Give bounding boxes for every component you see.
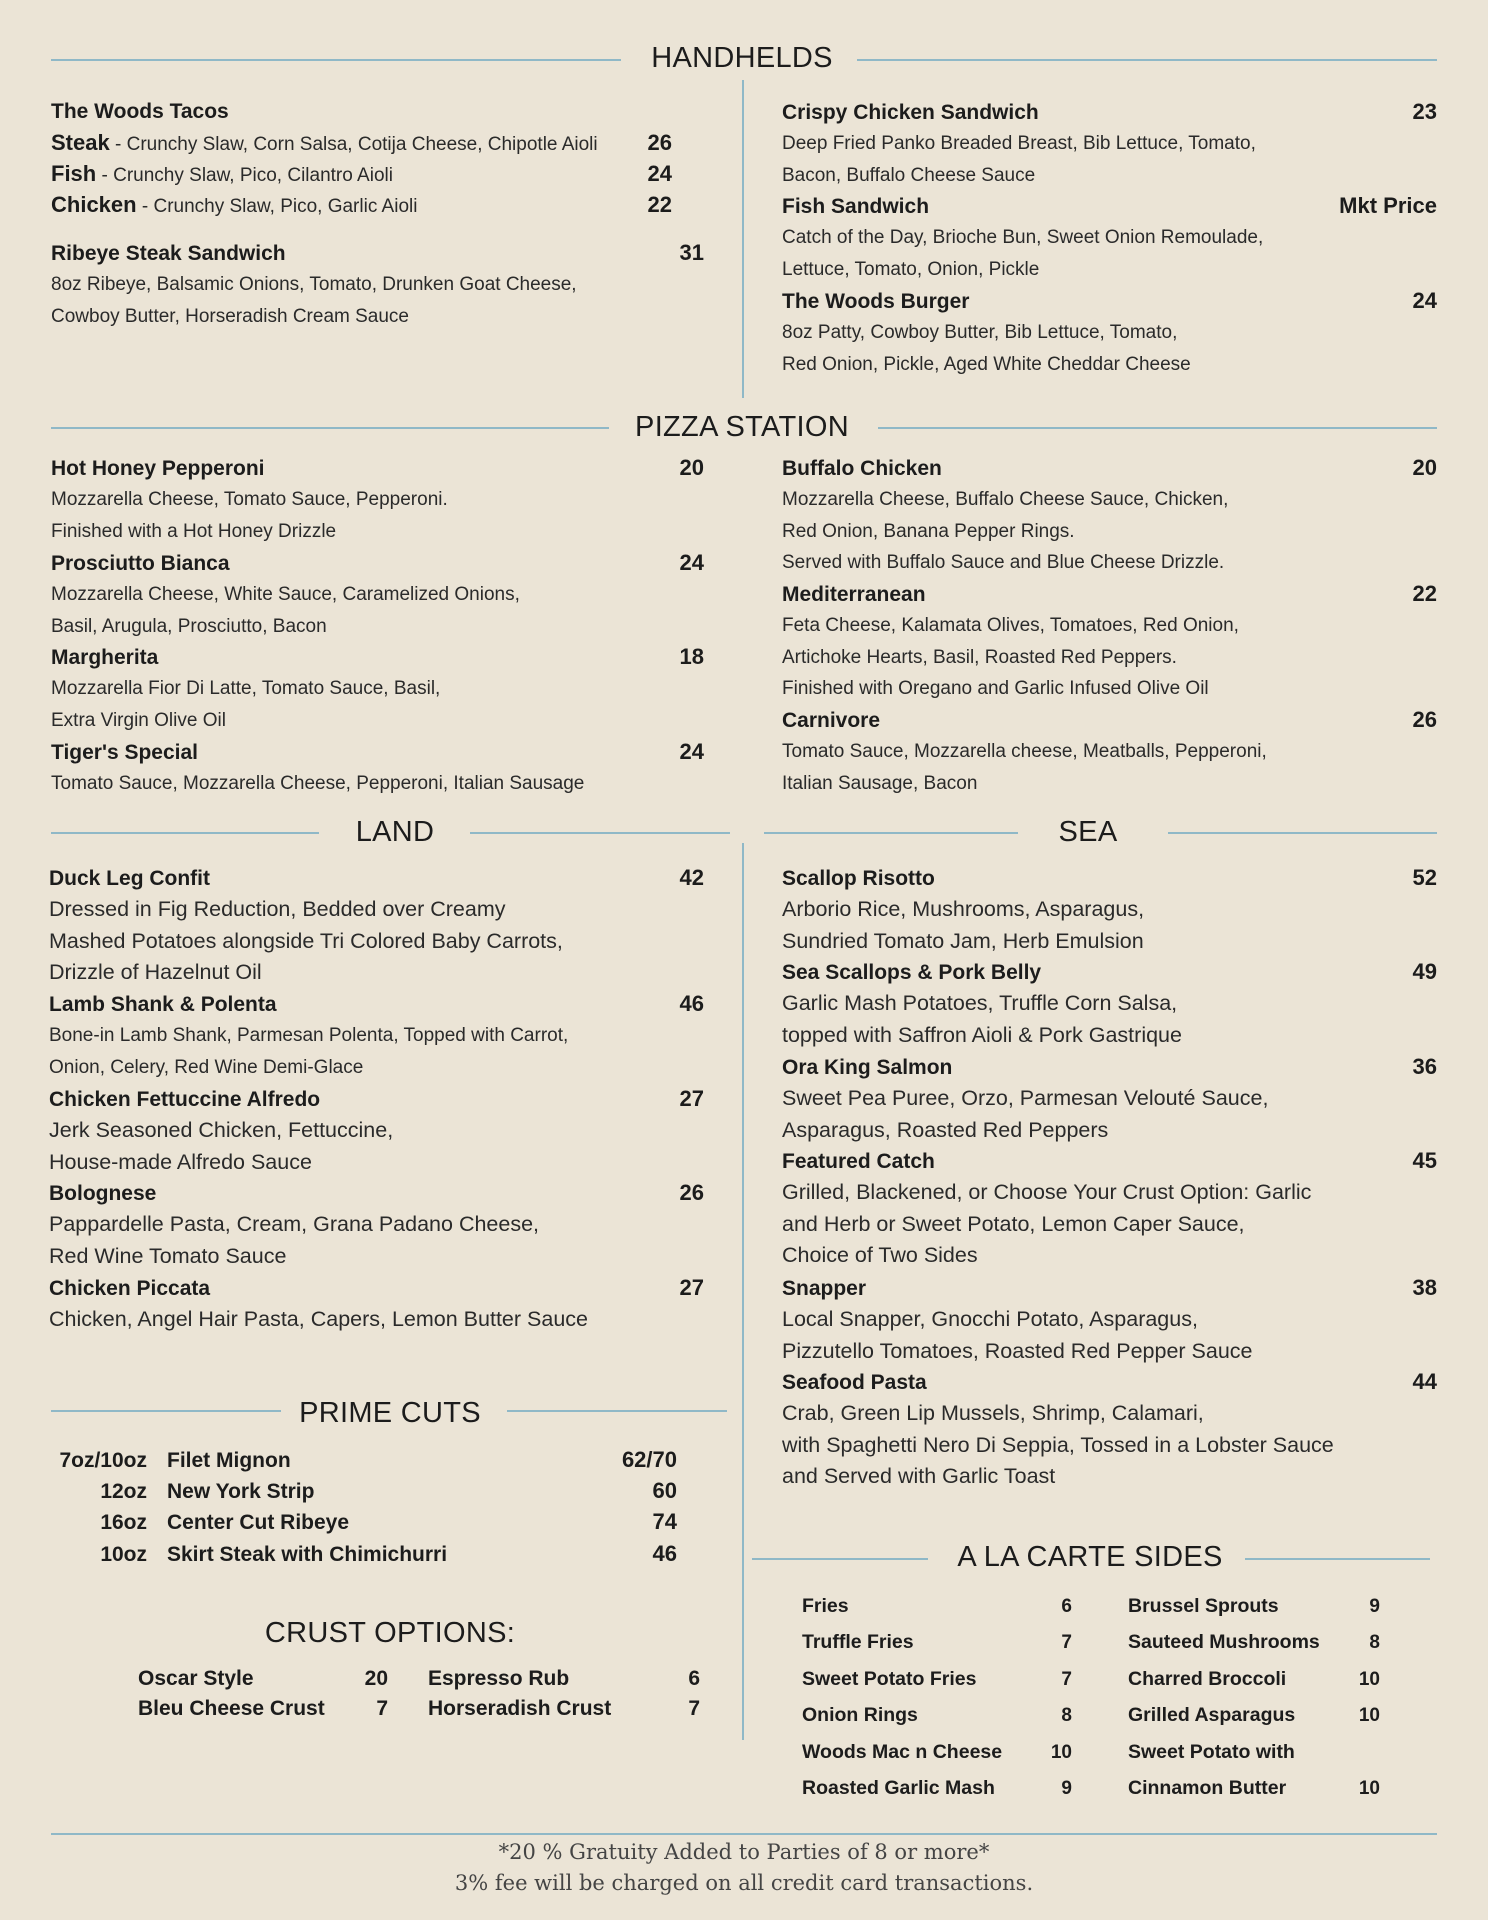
side-price: 8 bbox=[1061, 1705, 1072, 1726]
side-price: 9 bbox=[1369, 1596, 1380, 1617]
side-price: 7 bbox=[1061, 1632, 1072, 1653]
menu-item bbox=[51, 736, 704, 800]
item-price: 46 bbox=[679, 991, 704, 1016]
section-title-sides: A LA CARTE SIDES bbox=[957, 1541, 1223, 1573]
section-title-prime-cuts: PRIME CUTS bbox=[299, 1397, 481, 1429]
side-name: Roasted Garlic Mash bbox=[802, 1777, 995, 1799]
item-desc: Extra Virgin Olive Oil bbox=[51, 709, 226, 731]
item-name: Sea Scallops & Pork Belly bbox=[782, 961, 1042, 984]
item-price: 20 bbox=[679, 455, 704, 480]
rule-handhelds-right bbox=[857, 59, 1437, 61]
item-name: Margherita bbox=[51, 646, 159, 669]
taco-name: Steak bbox=[51, 130, 110, 155]
side-name: Fries bbox=[802, 1595, 849, 1617]
item-price: 31 bbox=[679, 240, 704, 265]
item-desc: Red Wine Tomato Sauce bbox=[49, 1243, 287, 1268]
side-name: Onion Rings bbox=[802, 1704, 918, 1726]
item-desc: topped with Saffron Aioli & Pork Gastrique bbox=[782, 1022, 1182, 1047]
side-name: Sweet Potato Fries bbox=[802, 1668, 977, 1690]
item-desc: Dressed in Fig Reduction, Bedded over Creamy bbox=[49, 897, 506, 921]
cut-price: 74 bbox=[652, 1509, 677, 1534]
item-desc: Sundried Tomato Jam, Herb Emulsion bbox=[782, 928, 1144, 953]
side-item bbox=[1128, 1595, 1380, 1631]
menu-item bbox=[49, 1272, 704, 1336]
menu-item bbox=[49, 862, 704, 989]
side-item bbox=[802, 1631, 1072, 1667]
side-price: 10 bbox=[1358, 1669, 1380, 1690]
rule-sea-right bbox=[1168, 832, 1437, 834]
side-item bbox=[1128, 1741, 1380, 1777]
rule-land-right bbox=[470, 832, 730, 834]
item-desc: Cowboy Butter, Horseradish Cream Sauce bbox=[51, 305, 409, 327]
item-name: Buffalo Chicken bbox=[782, 457, 942, 480]
section-title-land: LAND bbox=[355, 816, 435, 848]
side-item bbox=[802, 1704, 1072, 1740]
menu-item bbox=[782, 1145, 1437, 1272]
side-price: 8 bbox=[1369, 1632, 1380, 1653]
side-price: 9 bbox=[1061, 1778, 1072, 1799]
section-title-sea: SEA bbox=[1058, 816, 1118, 848]
side-name: Cinnamon Butter bbox=[1128, 1777, 1287, 1799]
side-item bbox=[802, 1777, 1072, 1813]
menu-item bbox=[51, 547, 704, 642]
item-price: 27 bbox=[679, 1086, 704, 1111]
crust-option bbox=[138, 1667, 388, 1697]
item-desc: Italian Sausage, Bacon bbox=[782, 772, 978, 794]
side-name: Truffle Fries bbox=[802, 1631, 914, 1653]
item-desc: Served with Buffalo Sauce and Blue Cheese Drizzle. bbox=[782, 552, 1225, 573]
rule-land-left bbox=[51, 832, 319, 834]
side-name: Sauteed Mushrooms bbox=[1128, 1631, 1320, 1653]
item-name: Prosciutto Bianca bbox=[51, 552, 230, 575]
side-price: 7 bbox=[1061, 1669, 1072, 1690]
menu-item bbox=[49, 988, 704, 1083]
cut-weight: 16oz bbox=[100, 1511, 147, 1534]
item-desc: Pappardelle Pasta, Cream, Grana Padano Cheese, bbox=[49, 1212, 540, 1236]
item-price: 52 bbox=[1412, 865, 1437, 890]
section-title-handhelds: HANDHELDS bbox=[651, 42, 833, 74]
item-desc: Mozzarella Cheese, White Sauce, Caramelized Onions, bbox=[51, 584, 520, 605]
rule-prime-left bbox=[51, 1410, 281, 1412]
item-desc: Grilled, Blackened, or Choose Your Crust Option: Garlic bbox=[782, 1180, 1312, 1204]
item-price: 22 bbox=[1412, 581, 1437, 606]
item-name: Snapper bbox=[782, 1277, 867, 1300]
taco-block bbox=[51, 96, 672, 220]
crust-option bbox=[428, 1697, 700, 1727]
menu-item bbox=[782, 285, 1437, 380]
side-item bbox=[1128, 1631, 1380, 1667]
crust-option bbox=[138, 1697, 388, 1727]
taco-desc: - Crunchy Slaw, Pico, Cilantro Aioli bbox=[96, 165, 393, 186]
item-name: Ora King Salmon bbox=[782, 1056, 953, 1079]
menu-item bbox=[782, 1366, 1437, 1493]
footer-gratuity: *20 % Gratuity Added to Parties of 8 or more* bbox=[498, 1840, 990, 1864]
item-desc: Finished with a Hot Honey Drizzle bbox=[51, 520, 337, 542]
crust-price: 20 bbox=[364, 1667, 388, 1690]
item-name: Chicken Fettuccine Alfredo bbox=[49, 1088, 321, 1111]
footer-fee: 3% fee will be charged on all credit card transactions. bbox=[454, 1871, 1034, 1895]
item-name: Hot Honey Pepperoni bbox=[51, 457, 265, 480]
section-title-crust-options: CRUST OPTIONS: bbox=[264, 1617, 516, 1649]
side-item bbox=[1128, 1668, 1380, 1704]
side-item bbox=[802, 1595, 1072, 1631]
item-name: Seafood Pasta bbox=[782, 1371, 927, 1394]
taco-row bbox=[51, 158, 672, 189]
item-name: Carnivore bbox=[782, 709, 881, 732]
item-desc: Basil, Arugula, Prosciutto, Bacon bbox=[51, 615, 327, 637]
menu-item bbox=[782, 704, 1437, 799]
taco-title: The Woods Tacos bbox=[51, 100, 229, 123]
menu-item bbox=[49, 1177, 704, 1272]
cut-price: 46 bbox=[652, 1541, 677, 1566]
menu-item bbox=[782, 96, 1437, 191]
rule-sea-left bbox=[764, 832, 1018, 834]
item-price: Mkt Price bbox=[1339, 193, 1437, 218]
item-desc: Drizzle of Hazelnut Oil bbox=[49, 960, 262, 984]
item-desc: House-made Alfredo Sauce bbox=[49, 1149, 312, 1174]
item-desc: and Served with Garlic Toast bbox=[782, 1464, 1056, 1488]
item-desc: Mozzarella Cheese, Tomato Sauce, Pepperoni. bbox=[51, 489, 448, 510]
item-name: Bolognese bbox=[49, 1182, 157, 1205]
side-name: Sweet Potato with bbox=[1128, 1741, 1295, 1763]
menu-item bbox=[51, 452, 704, 547]
cut-name: Center Cut Ribeye bbox=[167, 1511, 350, 1534]
item-price: 45 bbox=[1412, 1148, 1437, 1173]
side-item bbox=[802, 1668, 1072, 1704]
crust-name: Espresso Rub bbox=[428, 1667, 570, 1690]
side-item bbox=[1128, 1777, 1380, 1813]
menu-item bbox=[49, 1083, 704, 1178]
divider-land-sea bbox=[742, 843, 744, 1740]
item-price: 24 bbox=[679, 550, 704, 575]
taco-price: 26 bbox=[647, 130, 672, 155]
taco-price: 24 bbox=[647, 161, 672, 186]
item-price: 38 bbox=[1412, 1275, 1437, 1300]
side-name: Grilled Asparagus bbox=[1128, 1704, 1296, 1726]
side-name: Charred Broccoli bbox=[1128, 1668, 1287, 1690]
item-desc: Sweet Pea Puree, Orzo, Parmesan Velouté Sauce, bbox=[782, 1086, 1269, 1110]
menu-item bbox=[782, 956, 1437, 1051]
item-name: Chicken Piccata bbox=[49, 1277, 211, 1300]
item-name: Ribeye Steak Sandwich bbox=[51, 242, 286, 265]
divider-handhelds bbox=[742, 80, 744, 398]
cut-name: Filet Mignon bbox=[167, 1449, 291, 1472]
menu-item bbox=[782, 190, 1437, 285]
crust-option bbox=[428, 1667, 700, 1697]
menu-item bbox=[51, 237, 704, 332]
item-price: 23 bbox=[1412, 99, 1437, 124]
cut-price: 62/70 bbox=[621, 1447, 677, 1472]
item-desc: Asparagus, Roasted Red Peppers bbox=[782, 1117, 1109, 1142]
item-price: 44 bbox=[1412, 1369, 1437, 1394]
item-desc: Catch of the Day, Brioche Bun, Sweet Onion Remoulade, bbox=[782, 227, 1264, 248]
item-name: Scallop Risotto bbox=[782, 867, 935, 890]
side-item bbox=[802, 1741, 1072, 1777]
item-desc: Artichoke Hearts, Basil, Roasted Red Peppers. bbox=[782, 646, 1177, 668]
item-name: Fish Sandwich bbox=[782, 195, 930, 218]
item-desc: Red Onion, Pickle, Aged White Cheddar Cheese bbox=[782, 353, 1191, 375]
menu-item bbox=[51, 641, 704, 736]
rule-handhelds-left bbox=[51, 59, 621, 61]
item-desc: Pizzutello Tomatoes, Roasted Red Pepper Sauce bbox=[782, 1338, 1253, 1363]
crust-name: Bleu Cheese Crust bbox=[138, 1697, 325, 1720]
cut-name: Skirt Steak with Chimichurri bbox=[167, 1543, 448, 1566]
item-price: 18 bbox=[679, 644, 704, 669]
side-price: 10 bbox=[1358, 1778, 1380, 1799]
section-title-pizza: PIZZA STATION bbox=[635, 411, 849, 443]
item-desc: Chicken, Angel Hair Pasta, Capers, Lemon Butter Sauce bbox=[49, 1307, 588, 1331]
item-desc: 8oz Patty, Cowboy Butter, Bib Lettuce, Tomato, bbox=[782, 322, 1178, 343]
prime-cut-row bbox=[55, 1478, 677, 1509]
item-desc: Mozzarella Cheese, Buffalo Cheese Sauce, Chicken, bbox=[782, 489, 1229, 510]
rule-sides-right bbox=[1245, 1558, 1430, 1560]
item-price: 20 bbox=[1412, 455, 1437, 480]
item-desc: Finished with Oregano and Garlic Infused Olive Oil bbox=[782, 678, 1209, 699]
item-price: 27 bbox=[679, 1275, 704, 1300]
cut-price: 60 bbox=[652, 1478, 677, 1503]
item-name: The Woods Burger bbox=[782, 290, 970, 313]
item-name: Duck Leg Confit bbox=[49, 867, 210, 890]
side-price: 10 bbox=[1050, 1742, 1072, 1763]
prime-cut-row bbox=[55, 1447, 677, 1478]
menu-item bbox=[782, 452, 1437, 579]
item-desc: Crab, Green Lip Mussels, Shrimp, Calamari, bbox=[782, 1401, 1204, 1425]
item-desc: Garlic Mash Potatoes, Truffle Corn Salsa, bbox=[782, 991, 1178, 1015]
item-price: 26 bbox=[1412, 707, 1437, 732]
item-desc: Local Snapper, Gnocchi Potato, Asparagus, bbox=[782, 1307, 1198, 1331]
cut-weight: 10oz bbox=[100, 1543, 147, 1566]
item-price: 36 bbox=[1412, 1054, 1437, 1079]
side-price: 6 bbox=[1061, 1596, 1072, 1617]
item-price: 24 bbox=[679, 739, 704, 764]
prime-cut-row bbox=[55, 1541, 677, 1572]
item-desc: Arborio Rice, Mushrooms, Asparagus, bbox=[782, 897, 1145, 921]
item-desc: Lettuce, Tomato, Onion, Pickle bbox=[782, 258, 1040, 280]
item-desc: with Spaghetti Nero Di Seppia, Tossed in a Lobster Sauce bbox=[782, 1432, 1334, 1457]
cut-weight: 7oz/10oz bbox=[59, 1449, 147, 1472]
item-desc: Mozzarella Fior Di Latte, Tomato Sauce, Basil, bbox=[51, 678, 441, 699]
cut-weight: 12oz bbox=[100, 1480, 147, 1503]
taco-name: Chicken bbox=[51, 192, 137, 217]
menu-item bbox=[782, 862, 1437, 957]
rule-pizza-left bbox=[51, 427, 609, 429]
rule-sides-left bbox=[752, 1558, 928, 1560]
item-desc: Tomato Sauce, Mozzarella Cheese, Pepperoni, Italian Sausage bbox=[51, 773, 585, 794]
side-name: Woods Mac n Cheese bbox=[802, 1741, 1003, 1763]
item-price: 42 bbox=[679, 865, 704, 890]
item-name: Crispy Chicken Sandwich bbox=[782, 101, 1039, 124]
item-desc: Jerk Seasoned Chicken, Fettuccine, bbox=[49, 1118, 394, 1142]
item-desc: Onion, Celery, Red Wine Demi-Glace bbox=[49, 1056, 364, 1078]
taco-row bbox=[51, 189, 672, 220]
item-desc: Tomato Sauce, Mozzarella cheese, Meatballs, Pepperoni, bbox=[782, 741, 1267, 762]
item-price: 26 bbox=[679, 1180, 704, 1205]
item-price: 49 bbox=[1412, 959, 1437, 984]
item-desc: Deep Fried Panko Breaded Breast, Bib Lettuce, Tomato, bbox=[782, 133, 1256, 154]
item-name: Mediterranean bbox=[782, 583, 926, 606]
side-name: Brussel Sprouts bbox=[1128, 1595, 1279, 1617]
crust-price: 7 bbox=[376, 1697, 388, 1720]
crust-name: Horseradish Crust bbox=[428, 1697, 612, 1720]
crust-price: 6 bbox=[688, 1667, 700, 1690]
item-desc: Mashed Potatoes alongside Tri Colored Baby Carrots, bbox=[49, 928, 563, 953]
taco-row bbox=[51, 127, 672, 158]
rule-prime-right bbox=[507, 1410, 727, 1412]
cut-name: New York Strip bbox=[167, 1480, 315, 1503]
item-desc: Feta Cheese, Kalamata Olives, Tomatoes, Red Onion, bbox=[782, 615, 1239, 636]
crust-name: Oscar Style bbox=[138, 1667, 254, 1690]
prime-cut-row bbox=[55, 1509, 677, 1540]
rule-footer bbox=[51, 1833, 1437, 1835]
menu-item bbox=[782, 578, 1437, 705]
menu-item bbox=[782, 1051, 1437, 1146]
item-price: 24 bbox=[1412, 288, 1437, 313]
item-desc: Bacon, Buffalo Cheese Sauce bbox=[782, 164, 1036, 186]
item-desc: 8oz Ribeye, Balsamic Onions, Tomato, Drunken Goat Cheese, bbox=[51, 274, 577, 295]
taco-desc: - Crunchy Slaw, Pico, Garlic Aioli bbox=[136, 196, 418, 217]
item-desc: and Herb or Sweet Potato, Lemon Caper Sauce, bbox=[782, 1211, 1245, 1236]
menu-item bbox=[782, 1272, 1437, 1367]
item-name: Lamb Shank & Polenta bbox=[49, 993, 277, 1016]
item-name: Featured Catch bbox=[782, 1150, 935, 1173]
item-name: Tiger's Special bbox=[51, 741, 199, 764]
rule-pizza-right bbox=[878, 427, 1437, 429]
side-item bbox=[1128, 1704, 1380, 1740]
side-price: 10 bbox=[1358, 1705, 1380, 1726]
item-desc: Bone-in Lamb Shank, Parmesan Polenta, Topped with Carrot, bbox=[49, 1025, 569, 1046]
taco-desc: - Crunchy Slaw, Corn Salsa, Cotija Cheese, Chipotle Aioli bbox=[109, 134, 598, 155]
crust-price: 7 bbox=[688, 1697, 700, 1720]
taco-name: Fish bbox=[51, 161, 97, 186]
item-desc: Red Onion, Banana Pepper Rings. bbox=[782, 520, 1075, 542]
taco-price: 22 bbox=[647, 192, 672, 217]
item-desc: Choice of Two Sides bbox=[782, 1243, 978, 1267]
